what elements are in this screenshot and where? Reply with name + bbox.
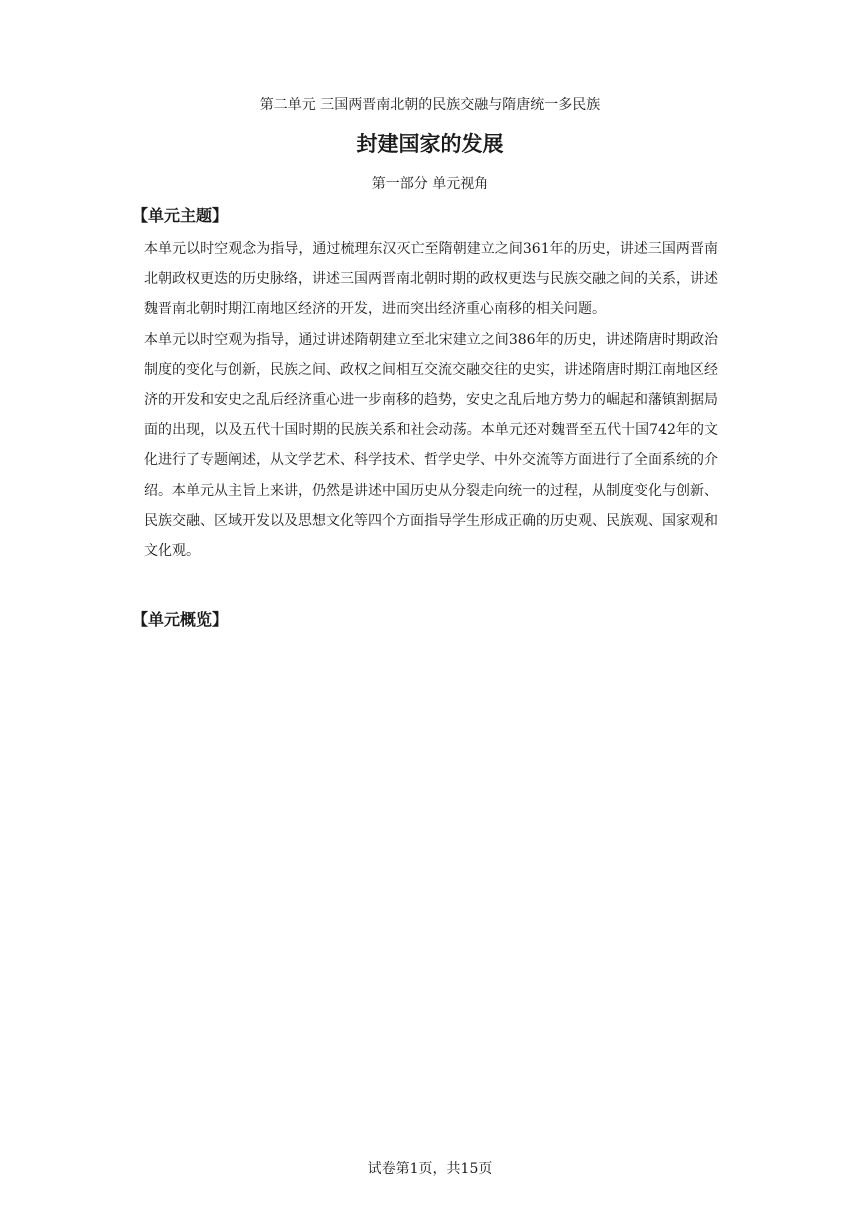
part-title: 第一部分 单元视角 [371, 176, 489, 192]
theme-body [144, 234, 718, 566]
page-footer: 试卷第1页，共15页 [367, 1161, 493, 1177]
section-heading-theme: 【单元主题】 [132, 206, 229, 225]
page-title: 封建国家的发展 [356, 132, 504, 156]
section-heading-overview: 【单元概览】 [132, 610, 229, 629]
theme-paragraph: 本单元以时空观为指导，通过讲述隋朝建立至北宋建立之间386年的历史，讲述隋唐时期政治制度的变化与创新，民族之间、政权之间相互交流交融交往的史实，讲述隋唐时期江南地区经济的开发和安史之乱后经济重心进一步南移的趋势，安史之乱后地方势力的崛起和藩镇割据局面的出现，以及五代十国时期的民族关系和社会动荡。本单元还对魏晋至五代十国742年的文化进行了专题阐述，从文学艺术、科学技术、哲学史学、中外交流等方面进行了全面系统的介绍。本单元从主旨上来讲，仍然是讲述中国历史从分裂走向统一的过程，从制度变化与创新、民族交融、区域开发以及思想文化等四个方面指导学生形成正确的历史观、民族观、国家观和文化观。 [144, 331, 718, 560]
theme-paragraph: 本单元以时空观念为指导，通过梳理东汉灭亡至隋朝建立之间361年的历史，讲述三国两晋南北朝政权更迭的历史脉络，讲述三国两晋南北朝时期的政权更迭与民族交融之间的关系，讲述魏晋南北朝时期江南地区经济的开发，进而突出经济重心南移的相关问题。 [144, 241, 718, 318]
unit-subtitle: 第二单元 三国两晋南北朝的民族交融与隋唐统一多民族 [259, 97, 601, 113]
